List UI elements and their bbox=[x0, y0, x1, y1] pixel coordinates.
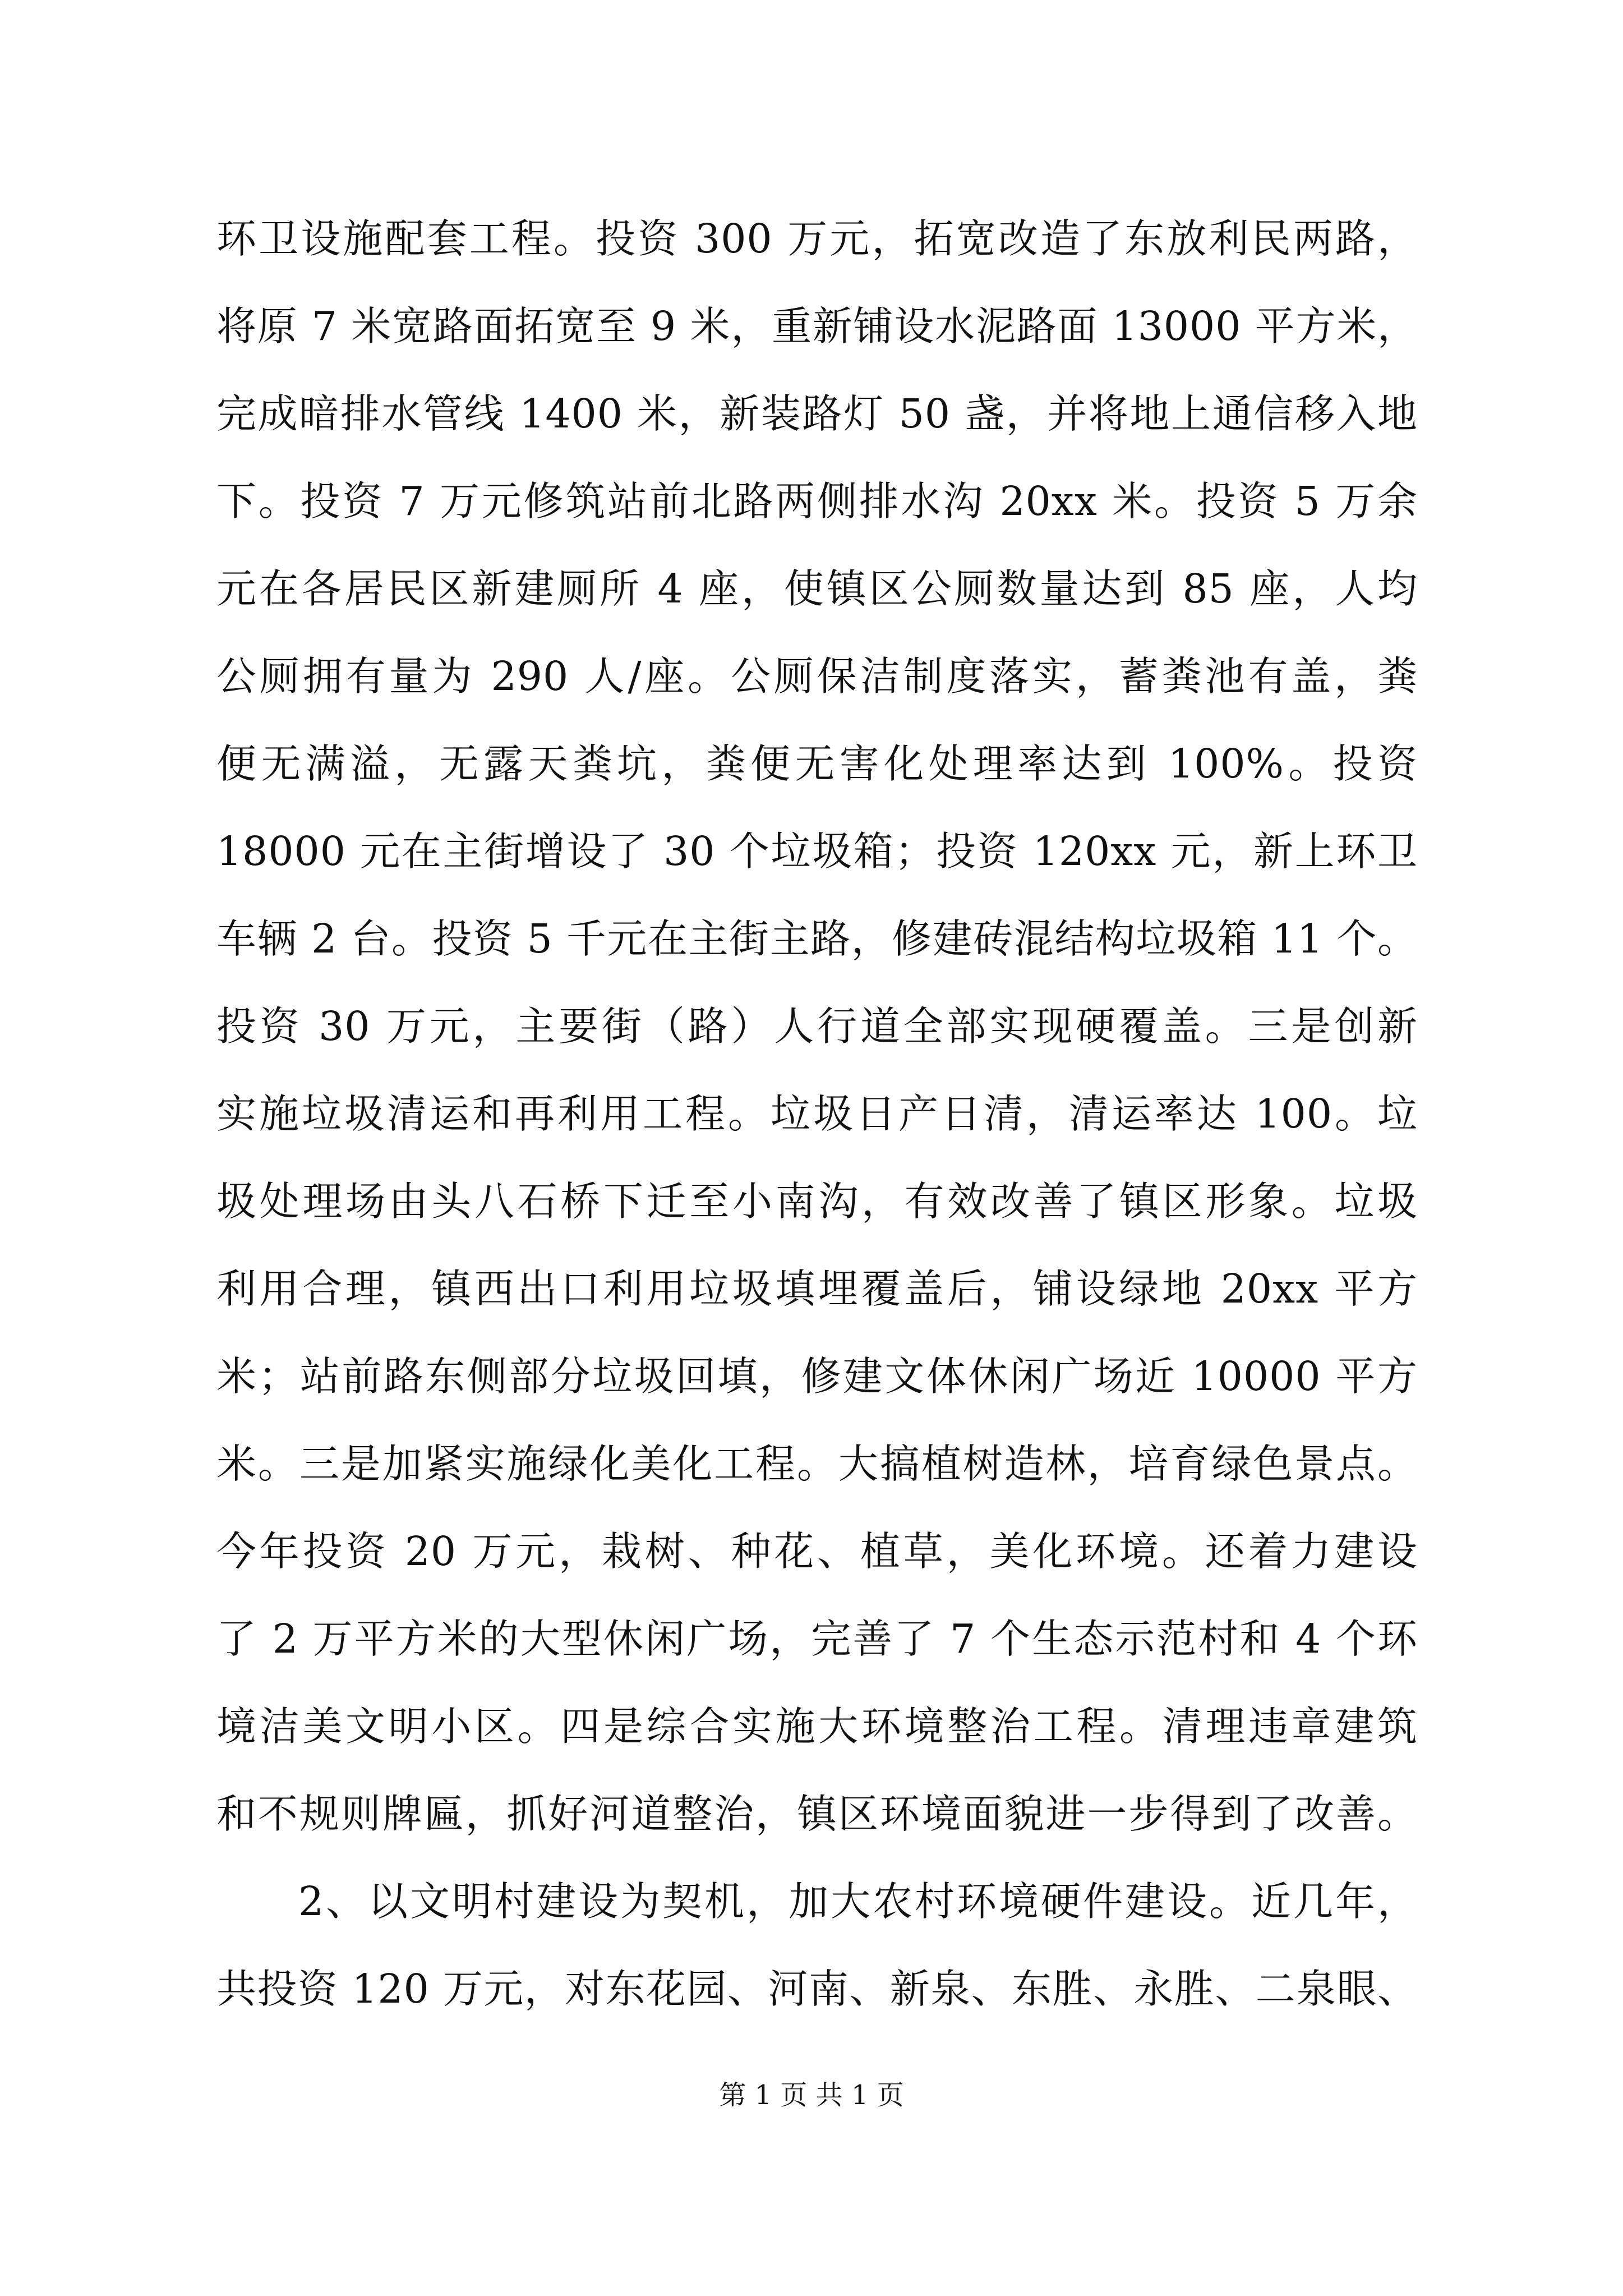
text-line: 米；站前路东侧部分垃圾回填，修建文体休闲广场近 10000 平方 bbox=[216, 1353, 1418, 1400]
text-line: 车辆 2 台。投资 5 千元在主街主路，修建砖混结构垃圾箱 11 个。 bbox=[216, 915, 1418, 962]
text-line: 圾处理场由头八石桥下迁至小南沟，有效改善了镇区形象。垃圾 bbox=[216, 1178, 1418, 1225]
text-line: 18000 元在主街增设了 30 个垃圾箱；投资 120xx 元，新上环卫 bbox=[216, 828, 1418, 875]
text-line: 了 2 万平方米的大型休闲广场，完善了 7 个生态示范村和 4 个环 bbox=[216, 1616, 1418, 1662]
text-line: 米。三是加紧实施绿化美化工程。大搞植树造林，培育绿色景点。 bbox=[216, 1441, 1418, 1487]
text-line: 便无满溢，无露天粪坑，粪便无害化处理率达到 100%。投资 bbox=[216, 740, 1418, 787]
text-line: 将原 7 米宽路面拓宽至 9 米，重新铺设水泥路面 13000 平方米， bbox=[216, 303, 1418, 349]
text-line: 实施垃圾清运和再利用工程。垃圾日产日清，清运率达 100。垃 bbox=[216, 1091, 1418, 1137]
text-line: 利用合理，镇西出口利用垃圾填埋覆盖后，铺设绿地 20xx 平方 bbox=[216, 1266, 1418, 1312]
page-number-footer: 第 1 页 共 1 页 bbox=[719, 2079, 904, 2111]
text-line: 完成暗排水管线 1400 米，新装路灯 50 盏，并将地上通信移入地 bbox=[216, 390, 1418, 437]
text-line: 共投资 120 万元，对东花园、河南、新泉、东胜、永胜、二泉眼、 bbox=[216, 1966, 1418, 2012]
text-line: 公厕拥有量为 290 人/座。公厕保洁制度落实，蓄粪池有盖，粪 bbox=[216, 653, 1418, 700]
text-line: 境洁美文明小区。四是综合实施大环境整治工程。清理违章建筑 bbox=[216, 1703, 1418, 1750]
text-line: 和不规则牌匾，抓好河道整治，镇区环境面貌进一步得到了改善。 bbox=[216, 1791, 1418, 1837]
body-text bbox=[216, 195, 1418, 2033]
text-line: 下。投资 7 万元修筑站前北路两侧排水沟 20xx 米。投资 5 万余 bbox=[216, 478, 1418, 524]
text-line-paragraph-start: 2、以文明村建设为契机，加大农村环境硬件建设。近几年， bbox=[298, 1878, 1418, 1925]
text-line: 环卫设施配套工程。投资 300 万元，拓宽改造了东放利民两路， bbox=[216, 215, 1418, 262]
text-line: 今年投资 20 万元，栽树、种花、植草，美化环境。还着力建设 bbox=[216, 1528, 1418, 1575]
text-line: 投资 30 万元，主要街（路）人行道全部实现硬覆盖。三是创新 bbox=[216, 1003, 1418, 1050]
text-line: 元在各居民区新建厕所 4 座，使镇区公厕数量达到 85 座，人均 bbox=[216, 565, 1418, 612]
